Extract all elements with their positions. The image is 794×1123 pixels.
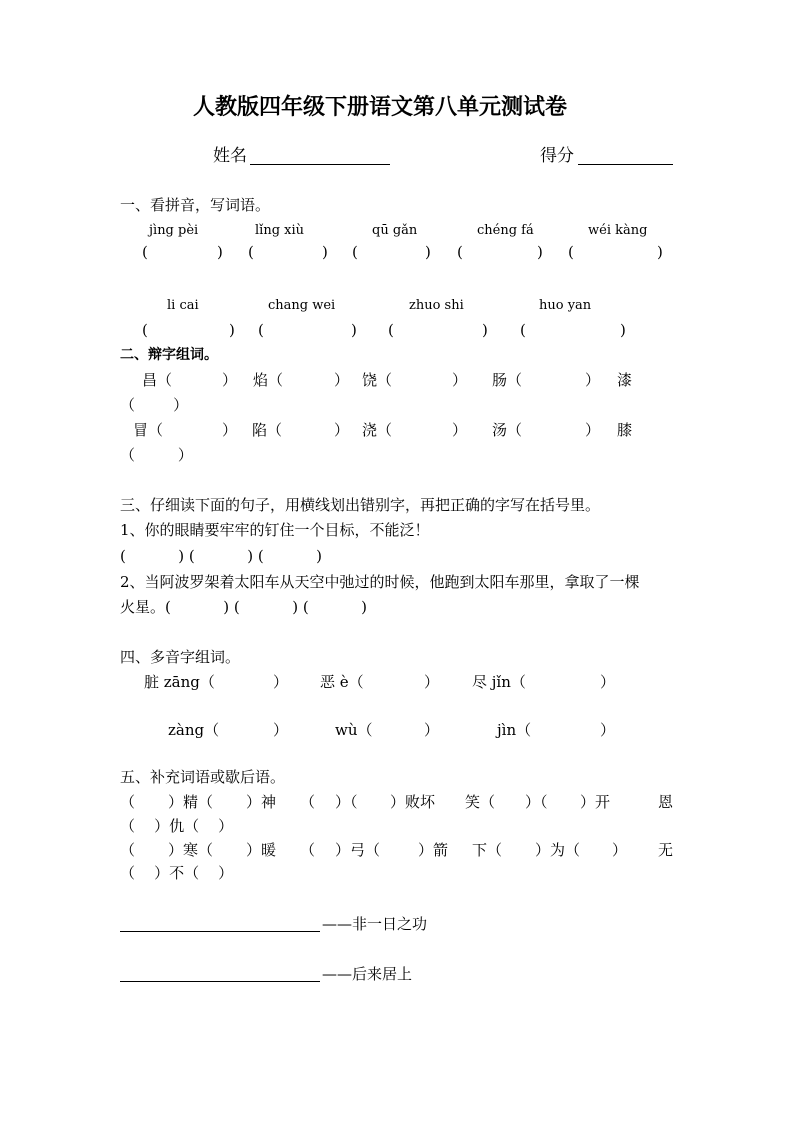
poly-item: jìn（	[497, 721, 532, 739]
answer-blank[interactable]: )	[482, 321, 488, 339]
idiom-item: ）寒（	[168, 841, 214, 859]
char-item: （ ）	[120, 446, 193, 464]
answer-blank[interactable]: )	[351, 321, 357, 339]
char-item: ）	[222, 421, 238, 439]
idiom-item: ）暖	[246, 841, 277, 859]
poly-item: ）	[273, 721, 289, 739]
page-title: 人教版四年级下册语文第八单元测试卷	[193, 94, 568, 120]
answer-blank[interactable]: )	[229, 321, 235, 339]
char-item: 陷（	[252, 421, 283, 439]
idiom-item: ）箭	[418, 841, 449, 859]
answer-blank[interactable]: (	[388, 321, 394, 339]
pinyin-5: wéi kàng	[588, 223, 648, 238]
idiom-item: ）神	[246, 793, 277, 811]
char-item: 膝	[617, 421, 633, 439]
poly-item: 脏 zāng（	[144, 673, 215, 691]
idiom-item: （	[120, 793, 136, 811]
idiom-item: ）为（	[535, 841, 581, 859]
poly-item: 恶 è（	[320, 673, 364, 691]
char-item: 昌（	[142, 371, 173, 389]
proverb-suffix: ——非一日之功	[322, 915, 428, 933]
idiom-item: （ ）仇（ ）	[120, 817, 234, 835]
idiom-item: ）败坏	[390, 793, 436, 811]
idiom-item: ）（	[525, 793, 548, 811]
answer-blank[interactable]: (	[142, 321, 148, 339]
idiom-item: （ ）不（ ）	[120, 864, 234, 882]
answer-blank[interactable]: (	[248, 243, 254, 261]
char-item: 焰（	[253, 371, 284, 389]
answer-blank[interactable]: (	[457, 243, 463, 261]
question-1: 1、你的眼睛要牢牢的钉住一个目标，不能泛！	[120, 521, 430, 539]
idiom-item: ）开	[580, 793, 611, 811]
idiom-item: ）	[612, 841, 628, 859]
poly-item: ）	[600, 721, 616, 739]
pinyin-3: qū gǎn	[372, 223, 418, 238]
answer-line[interactable]	[120, 931, 320, 932]
poly-item: 尽 jǐn（	[472, 673, 526, 691]
pinyin-8: zhuo shi	[409, 298, 464, 313]
char-item: ）	[452, 371, 468, 389]
idiom-item: ）弓（	[335, 841, 381, 859]
idiom-item: ）精（	[168, 793, 214, 811]
idiom-item: 恩	[658, 793, 674, 811]
poly-item: ）	[273, 673, 289, 691]
section-3-heading: 三、仔细读下面的句子，用横线划出错别字，再把正确的字写在括号里。	[120, 496, 601, 514]
score-label: 得分	[540, 146, 574, 166]
char-item: ）	[585, 421, 601, 439]
char-item: （ ）	[120, 396, 189, 414]
answer-blank[interactable]: (	[352, 243, 358, 261]
pinyin-6: li cai	[167, 298, 199, 313]
section-2-heading: 二、辩字组词。	[120, 347, 218, 363]
char-item: 汤（	[492, 421, 523, 439]
pinyin-9: huo yan	[539, 298, 592, 313]
answer-blank[interactable]: (	[520, 321, 526, 339]
question-1-blanks[interactable]: ( ) ( ) ( )	[120, 547, 322, 565]
char-item: ）	[222, 371, 238, 389]
idiom-item: （	[300, 841, 316, 859]
char-item: ）	[334, 421, 350, 439]
idiom-item: （	[120, 841, 136, 859]
char-item: 冒（	[133, 421, 164, 439]
section-5-heading: 五、补充词语或歇后语。	[120, 768, 286, 786]
proverb-suffix: ——后来居上	[322, 965, 413, 983]
idiom-item: 下（	[472, 841, 503, 859]
answer-blank[interactable]: )	[322, 243, 328, 261]
answer-blank[interactable]: (	[258, 321, 264, 339]
pinyin-2: lǐng xiù	[255, 223, 305, 238]
char-item: 浇（	[362, 421, 393, 439]
poly-item: wù（	[335, 721, 373, 739]
answer-blank[interactable]: )	[620, 321, 626, 339]
poly-item: ）	[424, 673, 440, 691]
answer-blank[interactable]: (	[568, 243, 574, 261]
question-2-cont: 火星。( ) ( ) ( )	[120, 598, 367, 616]
answer-blank[interactable]: )	[217, 243, 223, 261]
poly-item: ）	[424, 721, 440, 739]
char-item: 饶（	[362, 371, 393, 389]
char-item: ）	[334, 371, 350, 389]
question-2: 2、当阿波罗架着太阳车从天空中弛过的时候，他跑到太阳车那里，拿取了一棵	[120, 573, 640, 591]
idiom-item: 笑（	[465, 793, 496, 811]
char-item: 漆	[617, 371, 633, 389]
poly-item: ）	[600, 673, 616, 691]
name-label: 姓名	[213, 146, 247, 166]
answer-blank[interactable]: )	[425, 243, 431, 261]
answer-blank[interactable]: )	[657, 243, 663, 261]
char-item: ）	[585, 371, 601, 389]
char-item: ）	[452, 421, 468, 439]
idiom-item: 无	[658, 841, 674, 859]
poly-item: zàng（	[168, 721, 220, 739]
pinyin-7: chang wei	[268, 298, 336, 313]
idiom-item: （	[300, 793, 316, 811]
score-field[interactable]	[578, 164, 673, 165]
answer-line[interactable]	[120, 981, 320, 982]
section-1-heading: 一、看拼音，写词语。	[120, 196, 271, 214]
name-field[interactable]	[250, 164, 390, 165]
idiom-item: ）（	[335, 793, 358, 811]
section-4-heading: 四、多音字组词。	[120, 648, 241, 666]
answer-blank[interactable]: )	[537, 243, 543, 261]
pinyin-4: chéng fá	[477, 223, 534, 238]
answer-blank[interactable]: (	[142, 243, 148, 261]
char-item: 肠（	[492, 371, 523, 389]
pinyin-1: jìng pèi	[149, 223, 199, 238]
